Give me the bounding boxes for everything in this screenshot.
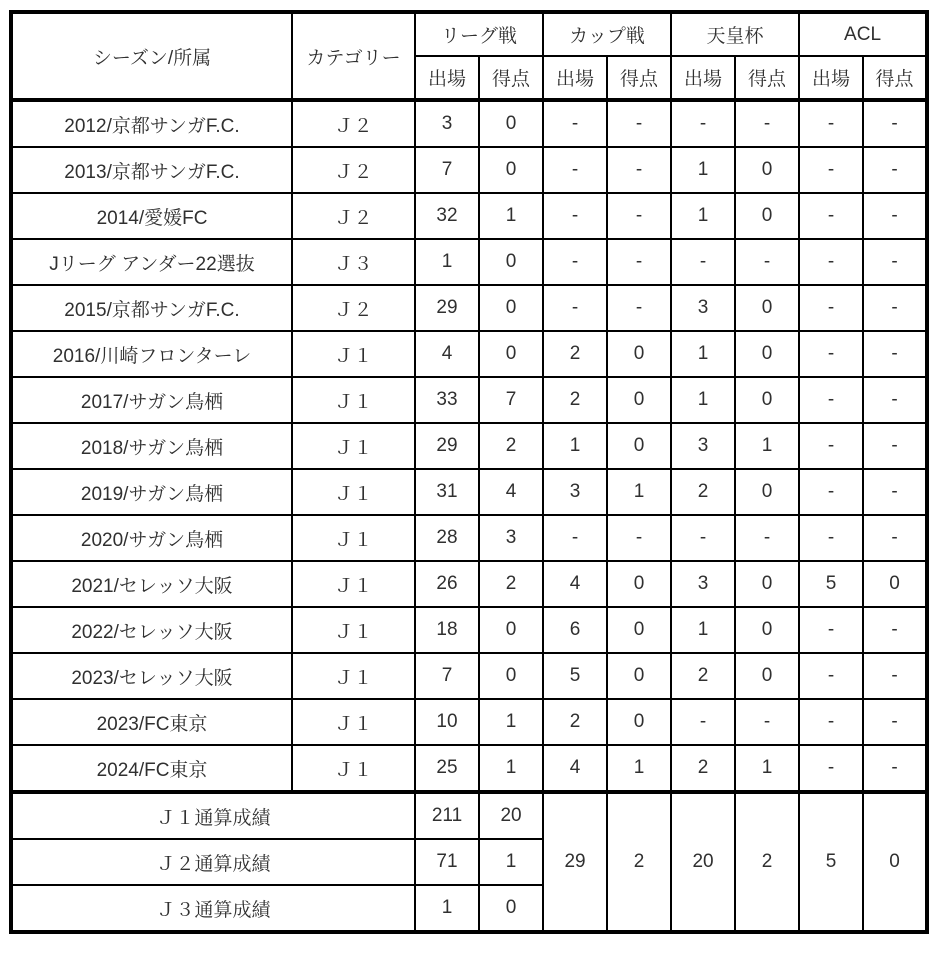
stat-cell: - [799, 147, 863, 193]
stat-cell: 3 [415, 100, 479, 147]
stat-cell: 7 [415, 653, 479, 699]
stat-cell: - [735, 100, 799, 147]
stat-cell: 2 [671, 745, 735, 792]
stat-cell: - [799, 239, 863, 285]
stat-cell: 1 [607, 469, 671, 515]
stat-cell: 0 [735, 377, 799, 423]
category-column-header: カテゴリー [292, 12, 415, 100]
stat-cell: 31 [415, 469, 479, 515]
category-cell: Ｊ１ [292, 331, 415, 377]
table-body [11, 100, 927, 792]
stat-cell: 33 [415, 377, 479, 423]
total-league-goals-cell: 0 [479, 885, 543, 932]
stat-cell: - [607, 193, 671, 239]
category-cell: Ｊ１ [292, 653, 415, 699]
stat-cell: - [863, 745, 927, 792]
total-label-cell: Ｊ３通算成績 [11, 885, 415, 932]
category-cell: Ｊ３ [292, 239, 415, 285]
stat-cell: 32 [415, 193, 479, 239]
stat-cell: 0 [479, 147, 543, 193]
stat-cell: - [607, 239, 671, 285]
total-league-apps-cell: 211 [415, 792, 479, 839]
acl-goals-header: 得点 [863, 56, 927, 100]
total-league-goals-cell: 20 [479, 792, 543, 839]
category-cell: Ｊ１ [292, 423, 415, 469]
stat-cell: - [799, 515, 863, 561]
table-row [11, 193, 927, 239]
stat-cell: 0 [479, 653, 543, 699]
stat-cell: 5 [543, 653, 607, 699]
totals-row [11, 792, 927, 839]
category-cell: Ｊ１ [292, 745, 415, 792]
league-apps-header: 出場 [415, 56, 479, 100]
table-row [11, 377, 927, 423]
emperors-cup-goals-header: 得点 [735, 56, 799, 100]
total-league-apps-cell: 1 [415, 885, 479, 932]
table-row [11, 607, 927, 653]
stat-cell: - [863, 515, 927, 561]
stat-cell: 0 [735, 653, 799, 699]
stat-cell: 0 [735, 561, 799, 607]
stat-cell: - [607, 100, 671, 147]
stat-cell: 18 [415, 607, 479, 653]
stat-cell: 7 [415, 147, 479, 193]
table-row [11, 699, 927, 745]
stat-cell: - [863, 423, 927, 469]
season-cell: 2015/京都サンガF.C. [11, 285, 292, 331]
stat-cell: 3 [671, 423, 735, 469]
stat-cell: - [607, 147, 671, 193]
stat-cell: - [863, 331, 927, 377]
total-label-cell: Ｊ１通算成績 [11, 792, 415, 839]
table-totals [11, 792, 927, 932]
stat-cell: - [863, 100, 927, 147]
stat-cell: 2 [479, 561, 543, 607]
category-cell: Ｊ２ [292, 285, 415, 331]
total-merged-cell: 2 [735, 792, 799, 932]
stat-cell: 2 [671, 469, 735, 515]
stat-cell: 3 [479, 515, 543, 561]
stat-cell: - [799, 607, 863, 653]
stat-cell: 0 [607, 377, 671, 423]
season-cell: 2023/セレッソ大阪 [11, 653, 292, 699]
stat-cell: 0 [607, 653, 671, 699]
stat-cell: - [799, 285, 863, 331]
stat-cell: - [863, 377, 927, 423]
stat-cell: - [799, 423, 863, 469]
total-label-cell: Ｊ２通算成績 [11, 839, 415, 885]
stat-cell: - [863, 285, 927, 331]
stat-cell: - [543, 193, 607, 239]
stat-cell: 2 [543, 699, 607, 745]
stat-cell: 0 [735, 193, 799, 239]
stat-cell: 2 [543, 377, 607, 423]
season-cell: 2017/サガン鳥栖 [11, 377, 292, 423]
emperors-cup-apps-header: 出場 [671, 56, 735, 100]
stat-cell: 0 [863, 561, 927, 607]
acl-apps-header: 出場 [799, 56, 863, 100]
stat-cell: 0 [479, 239, 543, 285]
stat-cell: - [799, 745, 863, 792]
stat-cell: 3 [543, 469, 607, 515]
stat-cell: - [863, 147, 927, 193]
league-group-header: リーグ戦 [415, 12, 543, 56]
stat-cell: 1 [607, 745, 671, 792]
table-row [11, 100, 927, 147]
table-row [11, 469, 927, 515]
stat-cell: 0 [479, 607, 543, 653]
stat-cell: 3 [671, 285, 735, 331]
stat-cell: - [735, 239, 799, 285]
stat-cell: - [799, 699, 863, 745]
category-cell: Ｊ２ [292, 193, 415, 239]
stat-cell: 29 [415, 285, 479, 331]
category-cell: Ｊ２ [292, 100, 415, 147]
season-column-header: シーズン/所属 [11, 12, 292, 100]
stat-cell: 0 [479, 285, 543, 331]
season-cell: Jリーグ アンダー22選抜 [11, 239, 292, 285]
total-merged-cell: 20 [671, 792, 735, 932]
season-cell: 2020/サガン鳥栖 [11, 515, 292, 561]
stat-cell: 25 [415, 745, 479, 792]
stat-cell: 0 [735, 285, 799, 331]
stat-cell: 0 [607, 423, 671, 469]
category-cell: Ｊ１ [292, 561, 415, 607]
stat-cell: - [543, 239, 607, 285]
stat-cell: 4 [415, 331, 479, 377]
stat-cell: 1 [415, 239, 479, 285]
season-cell: 2013/京都サンガF.C. [11, 147, 292, 193]
total-merged-cell: 29 [543, 792, 607, 932]
stat-cell: - [863, 193, 927, 239]
stat-cell: - [863, 607, 927, 653]
stat-cell: 1 [479, 699, 543, 745]
stat-cell: 1 [479, 193, 543, 239]
table-row [11, 239, 927, 285]
category-cell: Ｊ１ [292, 699, 415, 745]
stat-cell: 1 [671, 607, 735, 653]
stat-cell: - [799, 193, 863, 239]
total-league-apps-cell: 71 [415, 839, 479, 885]
season-cell: 2024/FC東京 [11, 745, 292, 792]
season-cell: 2014/愛媛FC [11, 193, 292, 239]
cup-apps-header: 出場 [543, 56, 607, 100]
category-cell: Ｊ１ [292, 515, 415, 561]
table-row [11, 285, 927, 331]
stat-cell: - [863, 653, 927, 699]
season-cell: 2016/川崎フロンターレ [11, 331, 292, 377]
stat-cell: - [799, 100, 863, 147]
total-league-goals-cell: 1 [479, 839, 543, 885]
category-cell: Ｊ２ [292, 147, 415, 193]
table-row [11, 561, 927, 607]
stat-cell: 10 [415, 699, 479, 745]
table-header [11, 12, 927, 100]
stat-cell: 0 [735, 607, 799, 653]
stat-cell: 29 [415, 423, 479, 469]
stat-cell: - [671, 515, 735, 561]
stat-cell: 1 [479, 745, 543, 792]
stat-cell: 4 [543, 745, 607, 792]
stat-cell: - [863, 239, 927, 285]
total-merged-cell: 2 [607, 792, 671, 932]
career-stats-table [9, 10, 929, 934]
cup-group-header: カップ戦 [543, 12, 671, 56]
stat-cell: - [543, 285, 607, 331]
stat-cell: 1 [671, 147, 735, 193]
stat-cell: 26 [415, 561, 479, 607]
stat-cell: - [671, 100, 735, 147]
stat-cell: - [543, 515, 607, 561]
stat-cell: - [863, 699, 927, 745]
stat-cell: 0 [607, 607, 671, 653]
stat-cell: - [543, 147, 607, 193]
acl-group-header: ACL [799, 12, 927, 56]
table-row [11, 147, 927, 193]
season-cell: 2023/FC東京 [11, 699, 292, 745]
category-cell: Ｊ１ [292, 377, 415, 423]
stat-cell: - [799, 469, 863, 515]
stat-cell: - [799, 331, 863, 377]
stat-cell: 2 [671, 653, 735, 699]
header-group-row [11, 12, 927, 56]
stat-cell: 1 [671, 377, 735, 423]
stat-cell: 0 [735, 147, 799, 193]
stat-cell: 1 [543, 423, 607, 469]
total-merged-cell: 0 [863, 792, 927, 932]
stat-cell: - [735, 699, 799, 745]
stat-cell: 5 [799, 561, 863, 607]
season-cell: 2012/京都サンガF.C. [11, 100, 292, 147]
stat-cell: 2 [543, 331, 607, 377]
stat-cell: 0 [735, 469, 799, 515]
stat-cell: - [799, 377, 863, 423]
table-row [11, 653, 927, 699]
table-row [11, 745, 927, 792]
stat-cell: - [607, 515, 671, 561]
stat-cell: - [863, 469, 927, 515]
stat-cell: - [735, 515, 799, 561]
stat-cell: 1 [735, 745, 799, 792]
league-goals-header: 得点 [479, 56, 543, 100]
stat-cell: 1 [735, 423, 799, 469]
stat-cell: 1 [671, 331, 735, 377]
category-cell: Ｊ１ [292, 607, 415, 653]
stat-cell: 0 [607, 561, 671, 607]
stat-cell: - [671, 699, 735, 745]
stat-cell: 6 [543, 607, 607, 653]
season-cell: 2021/セレッソ大阪 [11, 561, 292, 607]
stat-cell: 0 [479, 100, 543, 147]
stat-cell: 2 [479, 423, 543, 469]
stat-cell: - [799, 653, 863, 699]
table-row [11, 423, 927, 469]
stat-cell: 4 [543, 561, 607, 607]
category-cell: Ｊ１ [292, 469, 415, 515]
stat-cell: - [543, 100, 607, 147]
total-merged-cell: 5 [799, 792, 863, 932]
table-row [11, 515, 927, 561]
stat-cell: 1 [671, 193, 735, 239]
stat-cell: 3 [671, 561, 735, 607]
stat-cell: 4 [479, 469, 543, 515]
emperors-cup-group-header: 天皇杯 [671, 12, 799, 56]
season-cell: 2019/サガン鳥栖 [11, 469, 292, 515]
cup-goals-header: 得点 [607, 56, 671, 100]
stat-cell: 28 [415, 515, 479, 561]
season-cell: 2022/セレッソ大阪 [11, 607, 292, 653]
table-row [11, 331, 927, 377]
stat-cell: 0 [607, 331, 671, 377]
stat-cell: - [671, 239, 735, 285]
stat-cell: 7 [479, 377, 543, 423]
stat-cell: - [607, 285, 671, 331]
stat-cell: 0 [479, 331, 543, 377]
season-cell: 2018/サガン鳥栖 [11, 423, 292, 469]
stat-cell: 0 [735, 331, 799, 377]
stat-cell: 0 [607, 699, 671, 745]
